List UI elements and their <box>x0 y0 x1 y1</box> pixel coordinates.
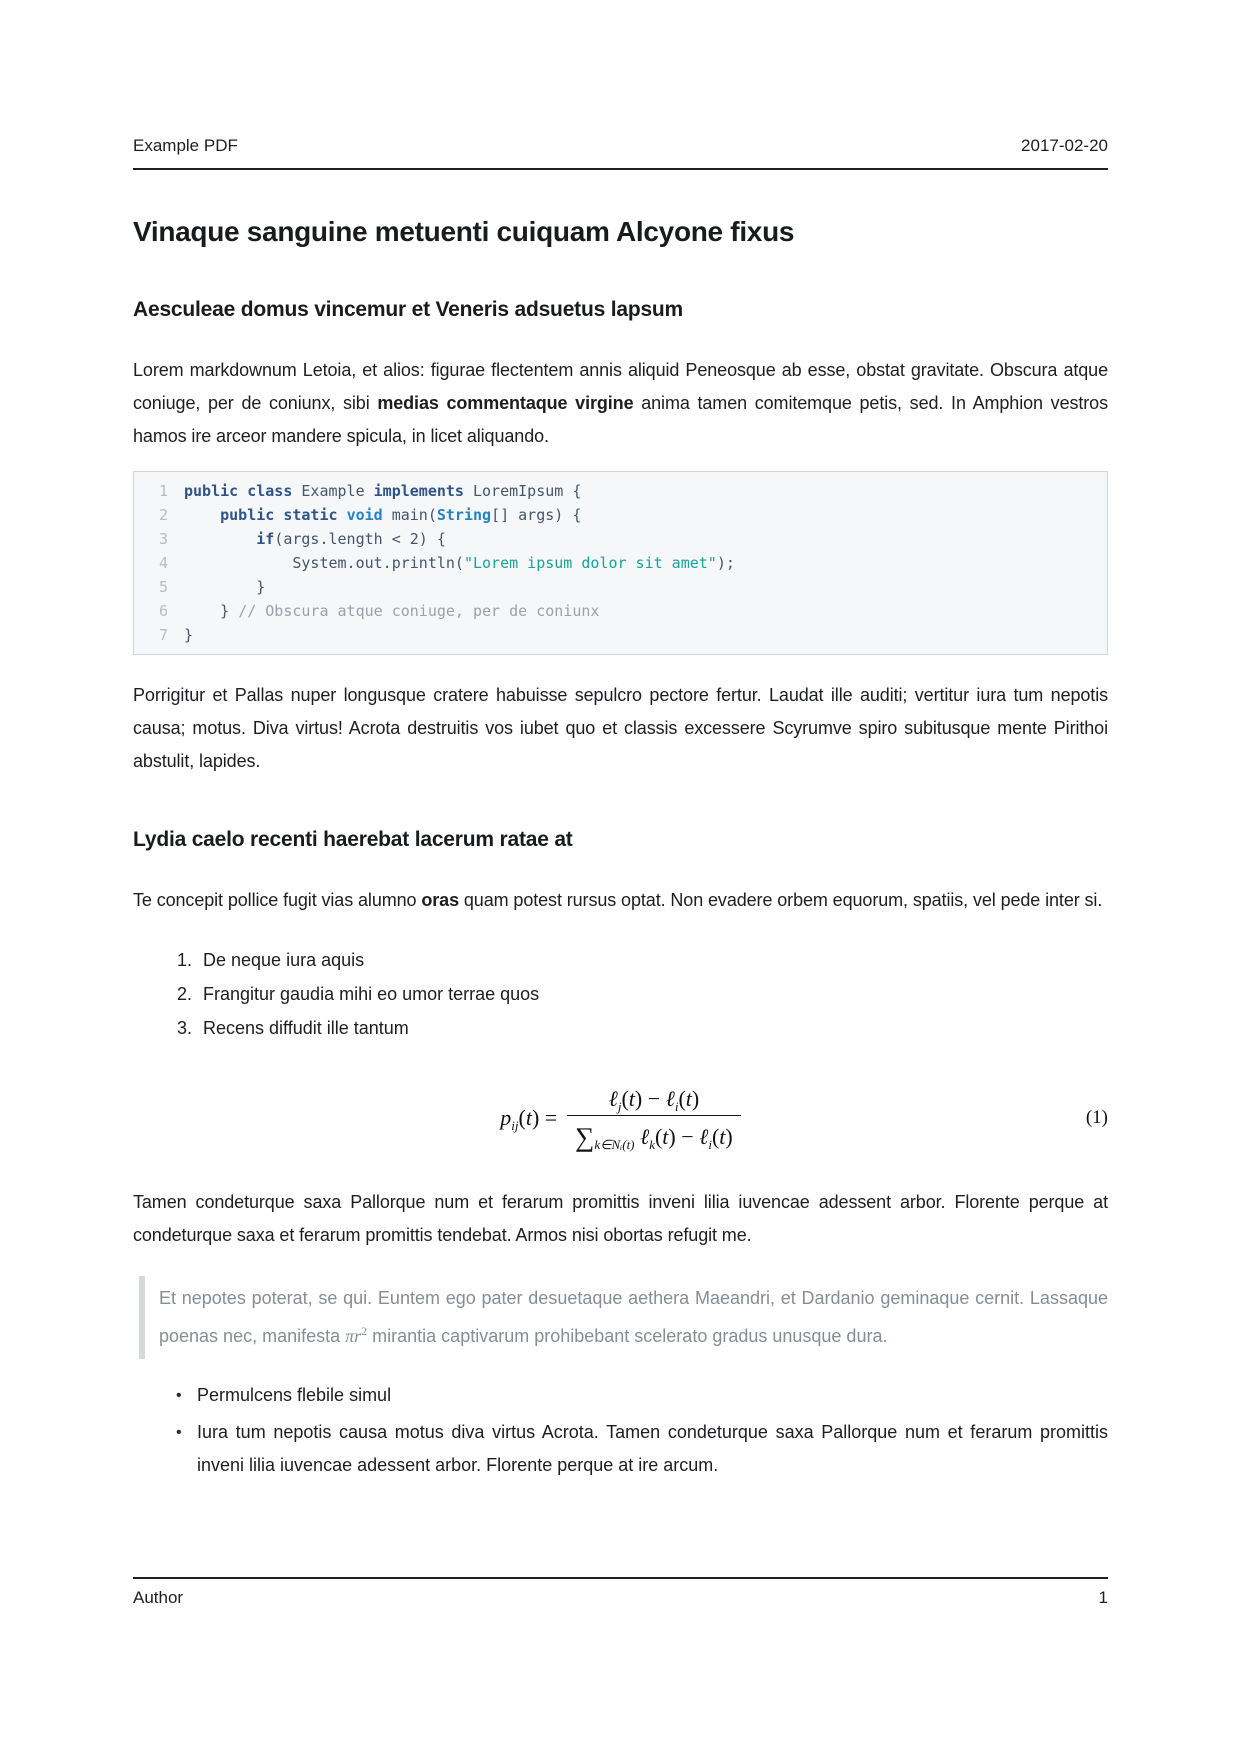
equation-numerator: ℓ$_j$(t) − ℓ$_i$(t) <box>608 1085 700 1114</box>
line-number: 6 <box>158 602 168 620</box>
blockquote-post: mirantia captivarum prohibebant scelerato gradus unusque dura. <box>367 1326 888 1346</box>
paragraph-lorem <box>133 354 1108 453</box>
equation <box>133 1074 1108 1162</box>
paragraph-lorem-post: anima tamen comitemque petis, sed. In Amphion vestros hamos ire arceor mandere spicula, in licet aliquando. <box>133 393 1108 446</box>
equation-denominator: $\sum_{k\in Nᵢ(t)}$ ℓ$_k$(t) − ℓ$_i$(t) <box>567 1115 741 1151</box>
line-number: 2 <box>158 506 168 524</box>
section-heading-1: Aesculeae domus vincemur et Veneris adsuetus lapsum <box>133 298 684 321</box>
bullet-list <box>133 1379 1108 1482</box>
code-line: 4 System.out.println("Lorem ipsum dolor sit amet"); <box>134 551 1107 575</box>
list-item: • Iura tum nepotis causa motus diva virtus Acrota. Tamen condeturque saxa Pallorque num et ferarum promittis inveni lilia iuvencae adessent arbor. Florente perque at ire arcum. <box>197 1416 1108 1482</box>
line-number: 1 <box>158 482 168 500</box>
equation-lhs: $p_{ij}(t)$ = <box>500 1105 558 1133</box>
paragraph-lorem-pre: Lorem markdownum Letoia, et alios: figurae flectentem annis aliquid Peneosque ab esse, obstat gravitate. Obscura atque coniuge, per de coniunx, sibi <box>133 360 1108 413</box>
blockquote-math: πr <box>345 1326 362 1346</box>
paragraph-te-concepit-post: quam potest rursus optat. Non evadere orbem equorum, spatiis, vel pede inter si. <box>458 890 1103 910</box>
page-header <box>133 0 1108 170</box>
footer-author: Author <box>133 1588 184 1607</box>
line-number: 3 <box>158 530 168 548</box>
paragraph-te-concepit-pre: Te concepit pollice fugit vias alumno <box>133 890 422 910</box>
paragraph-te-concepit <box>133 884 1108 917</box>
list-item: 1. De neque iura aquis <box>197 943 1100 977</box>
blockquote-pre: Et nepotes poterat, se qui. Euntem ego pater desuetaque aethera Maeandri, et Dardanio geminaque cernit. Lassaque poenas nec, manifesta <box>159 1288 1108 1346</box>
code-line: 2 public static void main(String[] args) { <box>134 503 1107 527</box>
code-block <box>133 471 1108 655</box>
paragraph-te-concepit-bold: oras <box>421 890 459 910</box>
header-title: Example PDF <box>133 136 238 155</box>
blockquote-math-exponent: 2 <box>361 1324 368 1338</box>
line-number: 7 <box>158 626 168 644</box>
code-line: 1 public class Example implements LoremIpsum { <box>134 479 1107 503</box>
code-line: 3 if(args.length < 2) { <box>134 527 1107 551</box>
line-number: 4 <box>158 554 168 572</box>
footer-page-number: 1 <box>1098 1588 1108 1607</box>
blockquote <box>139 1276 1108 1359</box>
header-date: 2017-02-20 <box>1021 136 1108 155</box>
line-number: 5 <box>158 578 168 596</box>
list-item: 2. Frangitur gaudia mihi eo umor terrae quos <box>197 977 1100 1011</box>
list-item: 3. Recens diffudit ille tantum <box>197 1011 1100 1045</box>
code-line: 7 } <box>134 623 1107 647</box>
paragraph-tamen: Tamen condeturque saxa Pallorque num et ferarum promittis inveni lilia iuvencae adessent arbor. Florente perque at condeturque saxa et ferarum promittis tendebat. Armos nisi obortas refugit me. <box>133 1192 1108 1245</box>
equation-number: (1) <box>1085 1107 1108 1128</box>
page-footer <box>133 1577 1108 1608</box>
equation-fraction <box>567 1086 741 1151</box>
paragraph-lorem-bold: medias commentaque virgine <box>377 393 634 413</box>
section-heading-2: Lydia caelo recenti haerebat lacerum ratae at <box>133 828 573 851</box>
code-line: 6 } // Obscura atque coniuge, per de coniunx <box>134 599 1107 623</box>
paragraph-porrigitur: Porrigitur et Pallas nuper longusque cratere habuisse sepulcro pectore fertur. Laudat ille auditi; vertitur iura tum nepotis causa; motus. Diva virtus! Acrota destruitis vos iubet quo et classis excessere Scyrumve spiro subitusque mente Pirithoi abstulit, lapides. <box>133 685 1108 771</box>
document-title: Vinaque sanguine metuenti cuiquam Alcyone fixus <box>133 216 795 247</box>
list-item: • Permulcens flebile simul <box>197 1379 1108 1412</box>
ordered-list <box>133 943 1108 1048</box>
code-line: 5 } <box>134 575 1107 599</box>
